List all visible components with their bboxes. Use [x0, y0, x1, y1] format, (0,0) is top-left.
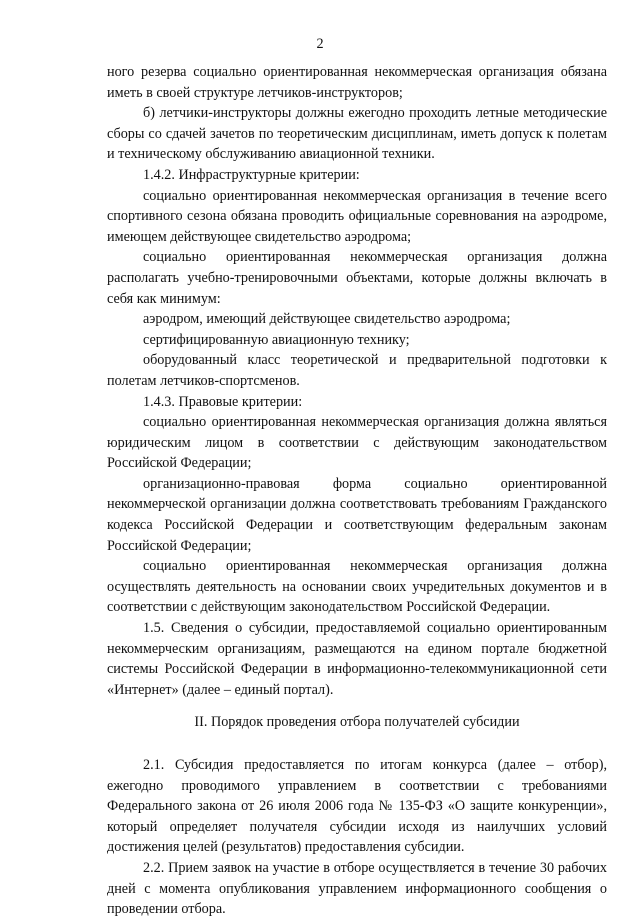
section-heading: II. Порядок проведения отбора получателей субсидии — [194, 714, 520, 731]
list-item: сертифицированную авиационную технику; — [143, 331, 410, 348]
paragraph: 2.2. Прием заявок на участие в отборе осуществляется в течение 30 рабочих дней с момента опубликования управлением информационного сообщения о проведении отбора. — [107, 859, 607, 918]
paragraph: 2.1. Субсидия предоставляется по итогам конкурса (далее – отбор), ежегодно проводимого управлением в соответствии с требованиями Федерального закона от 26 июля 2006 года № 135-ФЗ «О защите конкуренции», который определяет получателя субсидии исходя из наилучших условий достижения целей (результатов) предоставления субсидии. — [107, 757, 607, 856]
list-item: оборудованный класс теоретической и предварительной подготовки к полетам летчиков-спортсменов. — [107, 352, 607, 389]
subsection-title: 1.4.2. Инфраструктурные критерии: — [143, 166, 360, 183]
paragraph: социально ориентированная некоммерческая организация должна являться юридическим лицом в соответствии с действующим законодательством Российской Федерации; — [107, 414, 607, 472]
paragraph: социально ориентированная некоммерческая организация должна располагать учебно-тренировочными объектами, которые должны включать в себя как минимум: — [107, 249, 607, 307]
paragraph: б) летчики-инструкторы должны ежегодно проходить летные методические сборы со сдачей зачетов по теоретическим дисциплинам, иметь допуск к полетам и техническому обслуживанию авиационной техники. — [107, 105, 607, 163]
paragraph: 1.5. Сведения о субсидии, предоставляемой социально ориентированным некоммерческим организациям, размещаются на едином портале бюджетной системы Российской Федерации в информационно-телекоммуникационной сети «Интернет» (далее – единый портал). — [107, 620, 607, 698]
paragraph: ного резерва социально ориентированная некоммерческая организация обязана иметь в своей структуре летчиков-инструкторов; — [107, 64, 607, 101]
paragraph: социально ориентированная некоммерческая организация должна осуществлять деятельность на основании своих учредительных документов и в соответствии с действующим законодательством Российской Федерации. — [107, 558, 607, 616]
list-item: аэродром, имеющий действующее свидетельство аэродрома; — [143, 311, 511, 328]
page-number: 2 — [316, 36, 324, 52]
paragraph: социально ориентированная некоммерческая организация в течение всего спортивного сезона обязана проводить официальные соревнования на аэродроме, имеющем действующее свидетельство аэродрома; — [107, 187, 607, 245]
subsection-title: 1.4.3. Правовые критерии: — [143, 393, 303, 410]
paragraph: организационно-правовая форма социально ориентированной некоммерческой организации должна соответствовать требованиям Гражданского кодекса Российской Федерации и соответствующим федеральным законам Российской Федерации; — [107, 475, 607, 554]
document-body — [107, 62, 607, 920]
